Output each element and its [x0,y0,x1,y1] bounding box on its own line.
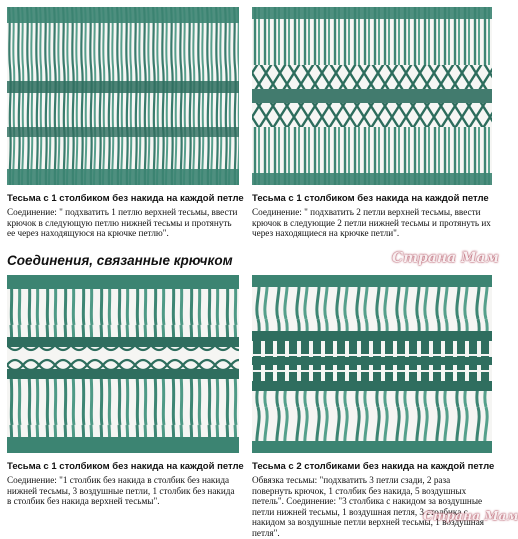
photo-lace-3 [7,275,239,453]
caption-4 [252,461,495,539]
caption-1-title: Тесьма с 1 столбиком без накида на каждой петле [7,193,244,204]
caption-4-body: Обвязка тесьмы: "подхватить 3 петли сзади, 2 раза повернуть крючок, 1 столбик без накида, 5 воздушных петель". Соединение: "3 столбика с накидом за воздушные петли нижней тесьмы, 1 воздушная петля, 3 столбика с накидом за воздушные петли верхней тесьмы, 1 воздушная петля". [252,475,485,538]
crochet-sample-image-4 [252,275,492,453]
watermark-logo-bottom: Страна Мам [423,508,518,523]
caption-2 [252,193,492,239]
watermark-logo: Страна Мам [392,250,499,266]
caption-3-body: Соединение: "1 столбик без накида в столбик без накида нижней тесьмы, 3 воздушные петли, 1 столбик без накида в столбик без накида верхней тесьмы". [7,475,235,507]
photo-lace-2 [252,7,492,185]
caption-3-title: Тесьма с 1 столбиком без накида на каждой петле [7,461,244,472]
caption-1-body: Соединение: " подхватить 1 петлю верхней тесьмы, ввести крючок в следующую петлю нижней тесьмы и протянуть ее через находящуюся на крючке петлю". [7,207,238,239]
photo-lace-4 [252,275,492,453]
photo-lace-1 [7,7,239,185]
section-title: Соединения, связанные крючком [7,253,233,268]
crochet-sample-image-2 [252,7,492,185]
caption-2-body: Соединение: " подхватить 2 петли верхней тесьмы, ввести крючок в следующие 2 петли нижней тесьмы и протянуть их через находящиеся на крючке петли". [252,207,491,239]
caption-1 [7,193,244,239]
caption-4-title: Тесьма с 2 столбиками без накида на каждой петле [252,461,495,472]
caption-3 [7,461,244,507]
crochet-sample-image-3 [7,275,239,453]
caption-2-title: Тесьма с 1 столбиком без накида на каждой петле [252,193,489,204]
crochet-sample-image-1 [7,7,239,185]
